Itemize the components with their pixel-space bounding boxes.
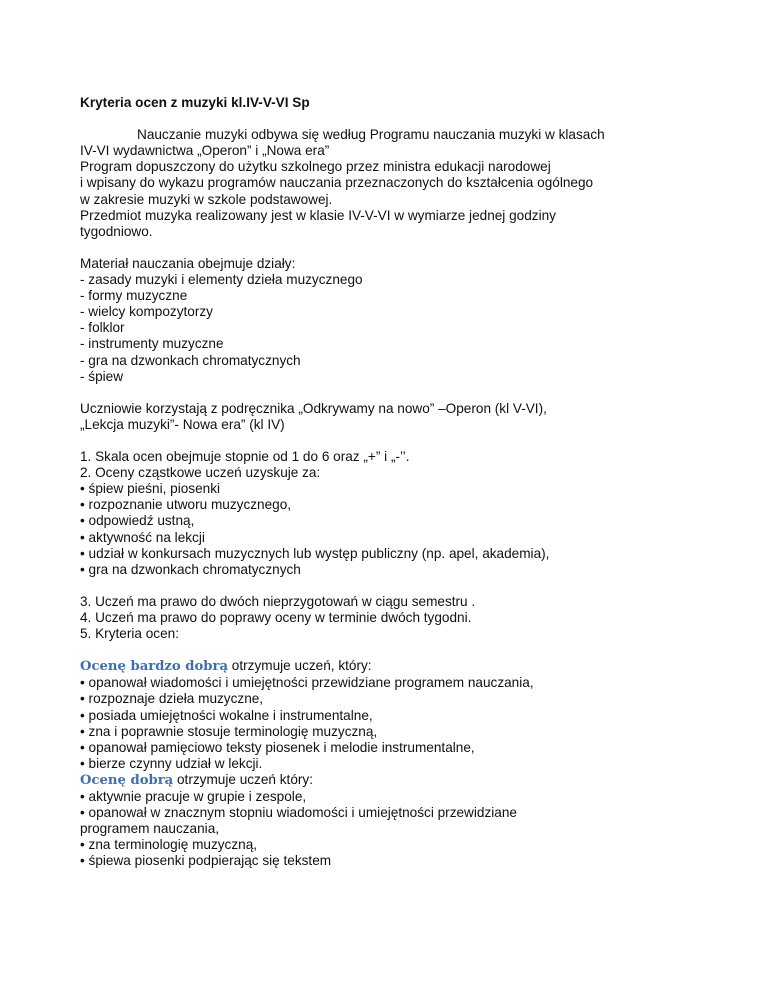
rule-line: 3. Uczeń ma prawo do dwóch nieprzygotowań w ciągu semestru . <box>80 593 476 609</box>
grade-heading-rest: otrzymuje uczeń, który: <box>228 658 372 674</box>
intro-line: tygodniowo. <box>80 223 153 239</box>
material-item: - zasady muzyki i elementy dzieła muzycznego <box>80 272 363 288</box>
intro-line: IV-VI wydawnictwa „Operon” i „Nowa era” <box>80 143 330 159</box>
list-item: • opanował pamięciowo teksty piosenek i melodie instrumentalne, <box>80 740 720 756</box>
spacer <box>80 578 720 594</box>
spacer <box>80 385 720 401</box>
list-item: • odpowiedź ustną, <box>80 513 720 529</box>
rule-line: 1. Skala ocen obejmuje stopnie od 1 do 6 oraz „+” i „-’’. <box>80 449 410 465</box>
list-item: • posiada umiejętności wokalne i instrumentalne, <box>80 708 720 724</box>
intro-line: Program dopuszczony do użytku szkolnego przez ministra edukacji narodowej <box>80 159 551 175</box>
grade-heading-very-good <box>80 658 720 675</box>
spacer <box>80 642 720 658</box>
list-item: • rozpoznanie utworu muzycznego, <box>80 497 720 513</box>
rule-line: 4. Uczeń ma prawo do poprawy oceny w terminie dwóch tygodni. <box>80 610 472 625</box>
grade-label: Ocenę dobrą <box>80 772 174 788</box>
list-item: • śpiewa piosenki podpierając się tekstem <box>80 853 720 869</box>
grade-heading-good <box>80 772 720 789</box>
material-item: - śpiew <box>80 368 124 384</box>
list-item: • gra na dzwonkach chromatycznych <box>80 562 720 578</box>
intro-line: i wpisany do wykazu programów nauczania przeznaczonych do kształcenia ogólnego <box>80 175 594 191</box>
list-item: • zna i poprawnie stosuje terminologię muzyczną, <box>80 724 720 740</box>
list-item-continuation: programem nauczania, <box>80 821 220 837</box>
intro-line: Przedmiot muzyka realizowany jest w klasie IV-V-VI w wymiarze jednej godziny <box>80 207 556 223</box>
list-item: • opanował w znacznym stopniu wiadomości i umiejętności przewidziane <box>80 805 720 821</box>
spacer <box>80 240 720 256</box>
textbook-line: „Lekcja muzyki”- Nowa era” (kl IV) <box>80 416 285 432</box>
list-item: • udział w konkursach muzycznych lub występ publiczny (np. apel, akademia), <box>80 546 720 562</box>
rule-line: 2. Oceny cząstkowe uczeń uzyskuje za: <box>80 465 321 481</box>
material-item: - formy muzyczne <box>80 288 188 304</box>
textbook-line: Uczniowie korzystają z podręcznika „Odkrywamy na nowo” –Operon (kl V-VI), <box>80 400 547 416</box>
material-item: - gra na dzwonkach chromatycznych <box>80 352 301 368</box>
material-item: - instrumenty muzyczne <box>80 336 224 352</box>
list-item: • bierze czynny udział w lekcji. <box>80 756 720 772</box>
document-page <box>80 95 720 870</box>
material-item: - wielcy kompozytorzy <box>80 304 213 320</box>
list-item: • opanował wiadomości i umiejętności przewidziane programem nauczania, <box>80 675 720 691</box>
list-item: • aktywność na lekcji <box>80 530 720 546</box>
grade-heading-rest: otrzymuje uczeń który: <box>173 771 313 787</box>
list-item: • zna terminologię muzyczną, <box>80 837 720 853</box>
material-heading: Materiał nauczania obejmuje działy: <box>80 255 296 271</box>
document-title: Kryteria ocen z muzyki kl.IV-V-VI Sp <box>80 95 310 110</box>
material-item: - folklor <box>80 320 125 336</box>
grade-label: Ocenę bardzo dobrą <box>80 659 229 675</box>
list-item: • aktywnie pracuje w grupie i zespole, <box>80 789 720 805</box>
intro-line: w zakresie muzyki w szkole podstawowej. <box>80 191 333 207</box>
list-item: • śpiew pieśni, piosenki <box>80 481 720 497</box>
list-item: • rozpoznaje dzieła muzyczne, <box>80 691 720 707</box>
spacer <box>80 433 720 449</box>
spacer <box>80 111 720 127</box>
intro-line: Nauczanie muzyki odbywa się według Programu nauczania muzyki w klasach <box>137 127 605 143</box>
rule-line: 5. Kryteria ocen: <box>80 626 179 642</box>
